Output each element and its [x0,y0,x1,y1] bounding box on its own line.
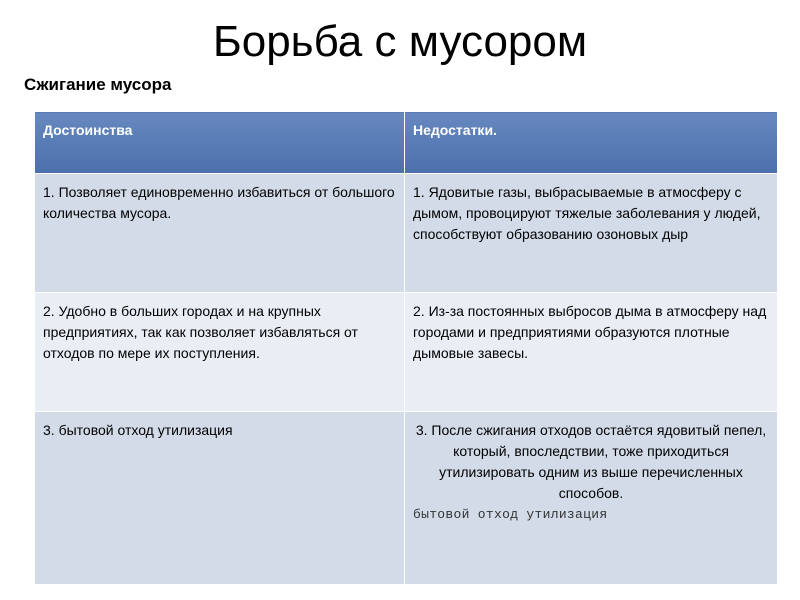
table-row [35,412,778,585]
advantage-cell: 1. Позволяет единовременно избавиться от большого количества мусора. [35,174,405,293]
disadvantage-cell: 1. Ядовитые газы, выбрасываемые в атмосферу с дымом, провоцируют тяжелые заболевания у людей, способствуют образованию озоновых дыр [405,174,778,293]
table-row [35,174,778,293]
header-disadvantages: Недостатки. [405,112,778,174]
advantage-cell: 2. Удобно в больших городах и на крупных предприятиях, так как позволяет избавляться от отходов по мере их поступления. [35,293,405,412]
slide-subtitle: Сжигание мусора [24,75,172,94]
table-header-row [35,112,778,174]
disadvantage-cell: 2. Из-за постоянных выбросов дыма в атмосферу над городами и предприятиями образуются плотные дымовые завесы. [405,293,778,412]
disadvantage-text: 3. После сжигания отходов остаётся ядовитый пепел, который, впоследствии, тоже приходиться утилизировать одним из выше перечисленных способов. [415,422,767,501]
comparison-table [34,111,778,585]
table-row [35,293,778,412]
advantage-cell: 3. бытовой отход утилизация [35,412,405,585]
disadvantage-note: бытовой отход утилизация [413,507,608,522]
slide-title: Борьба с мусором [212,17,588,66]
header-advantages: Достоинства [35,112,405,174]
disadvantage-cell [405,412,778,585]
